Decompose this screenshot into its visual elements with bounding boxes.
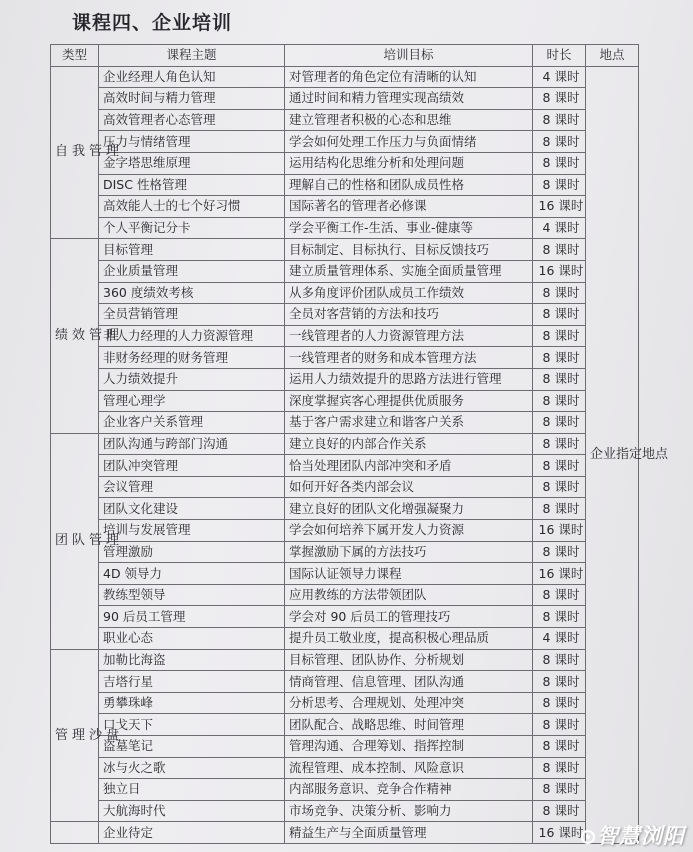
category-cell: 管理沙盘	[51, 649, 99, 822]
duration-cell: 8 课时	[533, 390, 586, 412]
topic-cell: 会议管理	[99, 476, 285, 498]
table-row	[51, 714, 639, 736]
table-row	[51, 455, 639, 477]
table-row	[51, 584, 639, 606]
topic-cell: 高效管理者心态管理	[99, 109, 285, 131]
goal-cell: 学会如何处理工作压力与负面情绪	[285, 131, 533, 153]
duration-cell: 8 课时	[533, 109, 586, 131]
topic-cell: 加勒比海盗	[99, 649, 285, 671]
header-topic: 课程主题	[99, 45, 285, 67]
duration-cell: 8 课时	[533, 736, 586, 758]
duration-cell: 16 课时	[533, 260, 586, 282]
table-row	[51, 217, 639, 239]
goal-cell: 管理沟通、合理筹划、指挥控制	[285, 736, 533, 758]
goal-cell: 如何开好各类内部会议	[285, 476, 533, 498]
table-row	[51, 520, 639, 542]
topic-cell: 盗墓笔记	[99, 736, 285, 758]
table-row	[51, 325, 639, 347]
topic-cell: 高效时间与精力管理	[99, 88, 285, 110]
goal-cell: 深度掌握宾客心理提供优质服务	[285, 390, 533, 412]
goal-cell: 团队配合、战略思维、时间管理	[285, 714, 533, 736]
goal-cell: 恰当处理团队内部冲突和矛盾	[285, 455, 533, 477]
watermark-logo-icon	[581, 830, 595, 844]
table-row	[51, 239, 639, 261]
topic-cell: 吉塔行星	[99, 671, 285, 693]
table-row	[51, 131, 639, 153]
duration-cell: 8 课时	[533, 498, 586, 520]
goal-cell: 内部服务意识、竞争合作精神	[285, 779, 533, 801]
duration-cell: 8 课时	[533, 152, 586, 174]
table-row	[51, 390, 639, 412]
page-title: 课程四、企业培训	[72, 12, 233, 34]
header-location: 地点	[586, 45, 639, 67]
goal-cell: 运用结构化思维分析和处理问题	[285, 152, 533, 174]
table-row	[51, 498, 639, 520]
duration-cell: 8 课时	[533, 347, 586, 369]
duration-cell: 8 课时	[533, 779, 586, 801]
topic-cell: 口戈天下	[99, 714, 285, 736]
table-row	[51, 606, 639, 628]
topic-cell: 职业心态	[99, 628, 285, 650]
table-row	[51, 563, 639, 585]
category-cell: 自我管理	[51, 66, 99, 239]
goal-cell: 国际认证领导力课程	[285, 563, 533, 585]
topic-cell: DISC 性格管理	[99, 174, 285, 196]
duration-cell: 8 课时	[533, 584, 586, 606]
duration-cell: 8 课时	[533, 131, 586, 153]
goal-cell: 流程管理、成本控制、风险意识	[285, 757, 533, 779]
topic-cell: 团队沟通与跨部门沟通	[99, 433, 285, 455]
duration-cell: 4 课时	[533, 628, 586, 650]
table-row	[51, 476, 639, 498]
duration-cell: 8 课时	[533, 368, 586, 390]
duration-cell: 8 课时	[533, 692, 586, 714]
table-row	[51, 304, 639, 326]
topic-cell: 大航海时代	[99, 800, 285, 822]
topic-cell: 团队冲突管理	[99, 455, 285, 477]
topic-cell: 培训与发展管理	[99, 520, 285, 542]
duration-cell: 16 课时	[533, 196, 586, 218]
topic-cell: 人力绩效提升	[99, 368, 285, 390]
duration-cell: 8 课时	[533, 325, 586, 347]
goal-cell: 从多角度评价团队成员工作绩效	[285, 282, 533, 304]
goal-cell: 国际著名的管理者必修课	[285, 196, 533, 218]
header-type: 类型	[51, 45, 99, 67]
duration-cell: 8 课时	[533, 174, 586, 196]
table-row	[51, 109, 639, 131]
goal-cell: 建立管理者积极的心态和思维	[285, 109, 533, 131]
table-row	[51, 433, 639, 455]
duration-cell: 8 课时	[533, 714, 586, 736]
table-row	[51, 649, 639, 671]
goal-cell: 基于客户需求建立和谐客户关系	[285, 412, 533, 434]
topic-cell: 冰与火之歌	[99, 757, 285, 779]
table-row	[51, 822, 639, 844]
topic-cell: 管理心理学	[99, 390, 285, 412]
goal-cell: 理解自己的性格和团队成员性格	[285, 174, 533, 196]
duration-cell: 4 课时	[533, 66, 586, 88]
topic-cell: 个人平衡记分卡	[99, 217, 285, 239]
duration-cell: 4 课时	[533, 217, 586, 239]
topic-cell: 教练型领导	[99, 584, 285, 606]
header-goal: 培训目标	[285, 45, 533, 67]
duration-cell: 8 课时	[533, 800, 586, 822]
table-row	[51, 671, 639, 693]
topic-cell: 勇攀珠峰	[99, 692, 285, 714]
table-row	[51, 260, 639, 282]
duration-cell: 8 课时	[533, 239, 586, 261]
duration-cell: 8 课时	[533, 476, 586, 498]
duration-cell: 8 课时	[533, 412, 586, 434]
location-cell: 企业指定地点	[586, 66, 639, 843]
goal-cell: 目标制定、目标执行、目标反馈技巧	[285, 239, 533, 261]
goal-cell: 提升员工敬业度，提高积极心理品质	[285, 628, 533, 650]
goal-cell: 通过时间和精力管理实现高绩效	[285, 88, 533, 110]
topic-cell: 4D 领导力	[99, 563, 285, 585]
duration-cell: 8 课时	[533, 649, 586, 671]
goal-cell: 建立良好的内部合作关系	[285, 433, 533, 455]
table-row	[51, 368, 639, 390]
table-row	[51, 66, 639, 88]
category-cell: 绩效管理	[51, 239, 99, 433]
topic-cell: 企业质量管理	[99, 260, 285, 282]
table-row	[51, 692, 639, 714]
table-row	[51, 88, 639, 110]
goal-cell: 建立质量管理体系、实施全面质量管理	[285, 260, 533, 282]
goal-cell: 情商管理、信息管理、团队沟通	[285, 671, 533, 693]
goal-cell: 市场竞争、决策分析、影响力	[285, 800, 533, 822]
table-row	[51, 736, 639, 758]
goal-cell: 学会对 90 后员工的管理技巧	[285, 606, 533, 628]
duration-cell: 8 课时	[533, 304, 586, 326]
table-row	[51, 779, 639, 801]
table-row	[51, 541, 639, 563]
topic-cell: 全员营销管理	[99, 304, 285, 326]
watermark-text: 智慧浏阳	[597, 824, 685, 848]
duration-cell: 16 课时	[533, 822, 586, 844]
duration-cell: 16 课时	[533, 563, 586, 585]
goal-cell: 全员对客营销的方法和技巧	[285, 304, 533, 326]
topic-cell: 高效能人士的七个好习惯	[99, 196, 285, 218]
goal-cell: 学会如何培养下属开发人力资源	[285, 520, 533, 542]
table-row	[51, 412, 639, 434]
topic-cell: 90 后员工管理	[99, 606, 285, 628]
duration-cell: 8 课时	[533, 606, 586, 628]
table-row	[51, 152, 639, 174]
topic-cell: 非财务经理的财务管理	[99, 347, 285, 369]
watermark	[581, 820, 685, 850]
table-row	[51, 757, 639, 779]
goal-cell: 应用教练的方法带领团队	[285, 584, 533, 606]
topic-cell: 企业客户关系管理	[99, 412, 285, 434]
topic-cell: 目标管理	[99, 239, 285, 261]
goal-cell: 精益生产与全面质量管理	[285, 822, 533, 844]
category-cell	[51, 822, 99, 844]
goal-cell: 一线管理者的人力资源管理方法	[285, 325, 533, 347]
goal-cell: 运用人力绩效提升的思路方法进行管理	[285, 368, 533, 390]
goal-cell: 学会平衡工作-生活、事业-健康等	[285, 217, 533, 239]
topic-cell: 金字塔思维原理	[99, 152, 285, 174]
duration-cell: 8 课时	[533, 88, 586, 110]
topic-cell: 360 度绩效考核	[99, 282, 285, 304]
table-row	[51, 174, 639, 196]
duration-cell: 8 课时	[533, 541, 586, 563]
goal-cell: 对管理者的角色定位有清晰的认知	[285, 66, 533, 88]
category-cell: 团队管理	[51, 433, 99, 649]
duration-cell: 8 课时	[533, 433, 586, 455]
topic-cell: 企业经理人角色认知	[99, 66, 285, 88]
topic-cell: 管理激励	[99, 541, 285, 563]
table-row	[51, 347, 639, 369]
goal-cell: 建立良好的团队文化增强凝聚力	[285, 498, 533, 520]
topic-cell: 团队文化建设	[99, 498, 285, 520]
table-row	[51, 800, 639, 822]
goal-cell: 目标管理、团队协作、分析规划	[285, 649, 533, 671]
duration-cell: 8 课时	[533, 671, 586, 693]
topic-cell: 独立日	[99, 779, 285, 801]
topic-cell: 企业待定	[99, 822, 285, 844]
goal-cell: 一线管理者的财务和成本管理方法	[285, 347, 533, 369]
duration-cell: 8 课时	[533, 455, 586, 477]
header-duration: 时长	[533, 45, 586, 67]
table-row	[51, 282, 639, 304]
duration-cell: 8 课时	[533, 757, 586, 779]
goal-cell: 分析思考、合理规划、处理冲突	[285, 692, 533, 714]
table-row	[51, 628, 639, 650]
table-row	[51, 196, 639, 218]
topic-cell: 压力与情绪管理	[99, 131, 285, 153]
duration-cell: 8 课时	[533, 282, 586, 304]
header-row	[51, 45, 639, 67]
duration-cell: 16 课时	[533, 520, 586, 542]
topic-cell: 非人力经理的人力资源管理	[99, 325, 285, 347]
goal-cell: 掌握激励下属的方法技巧	[285, 541, 533, 563]
